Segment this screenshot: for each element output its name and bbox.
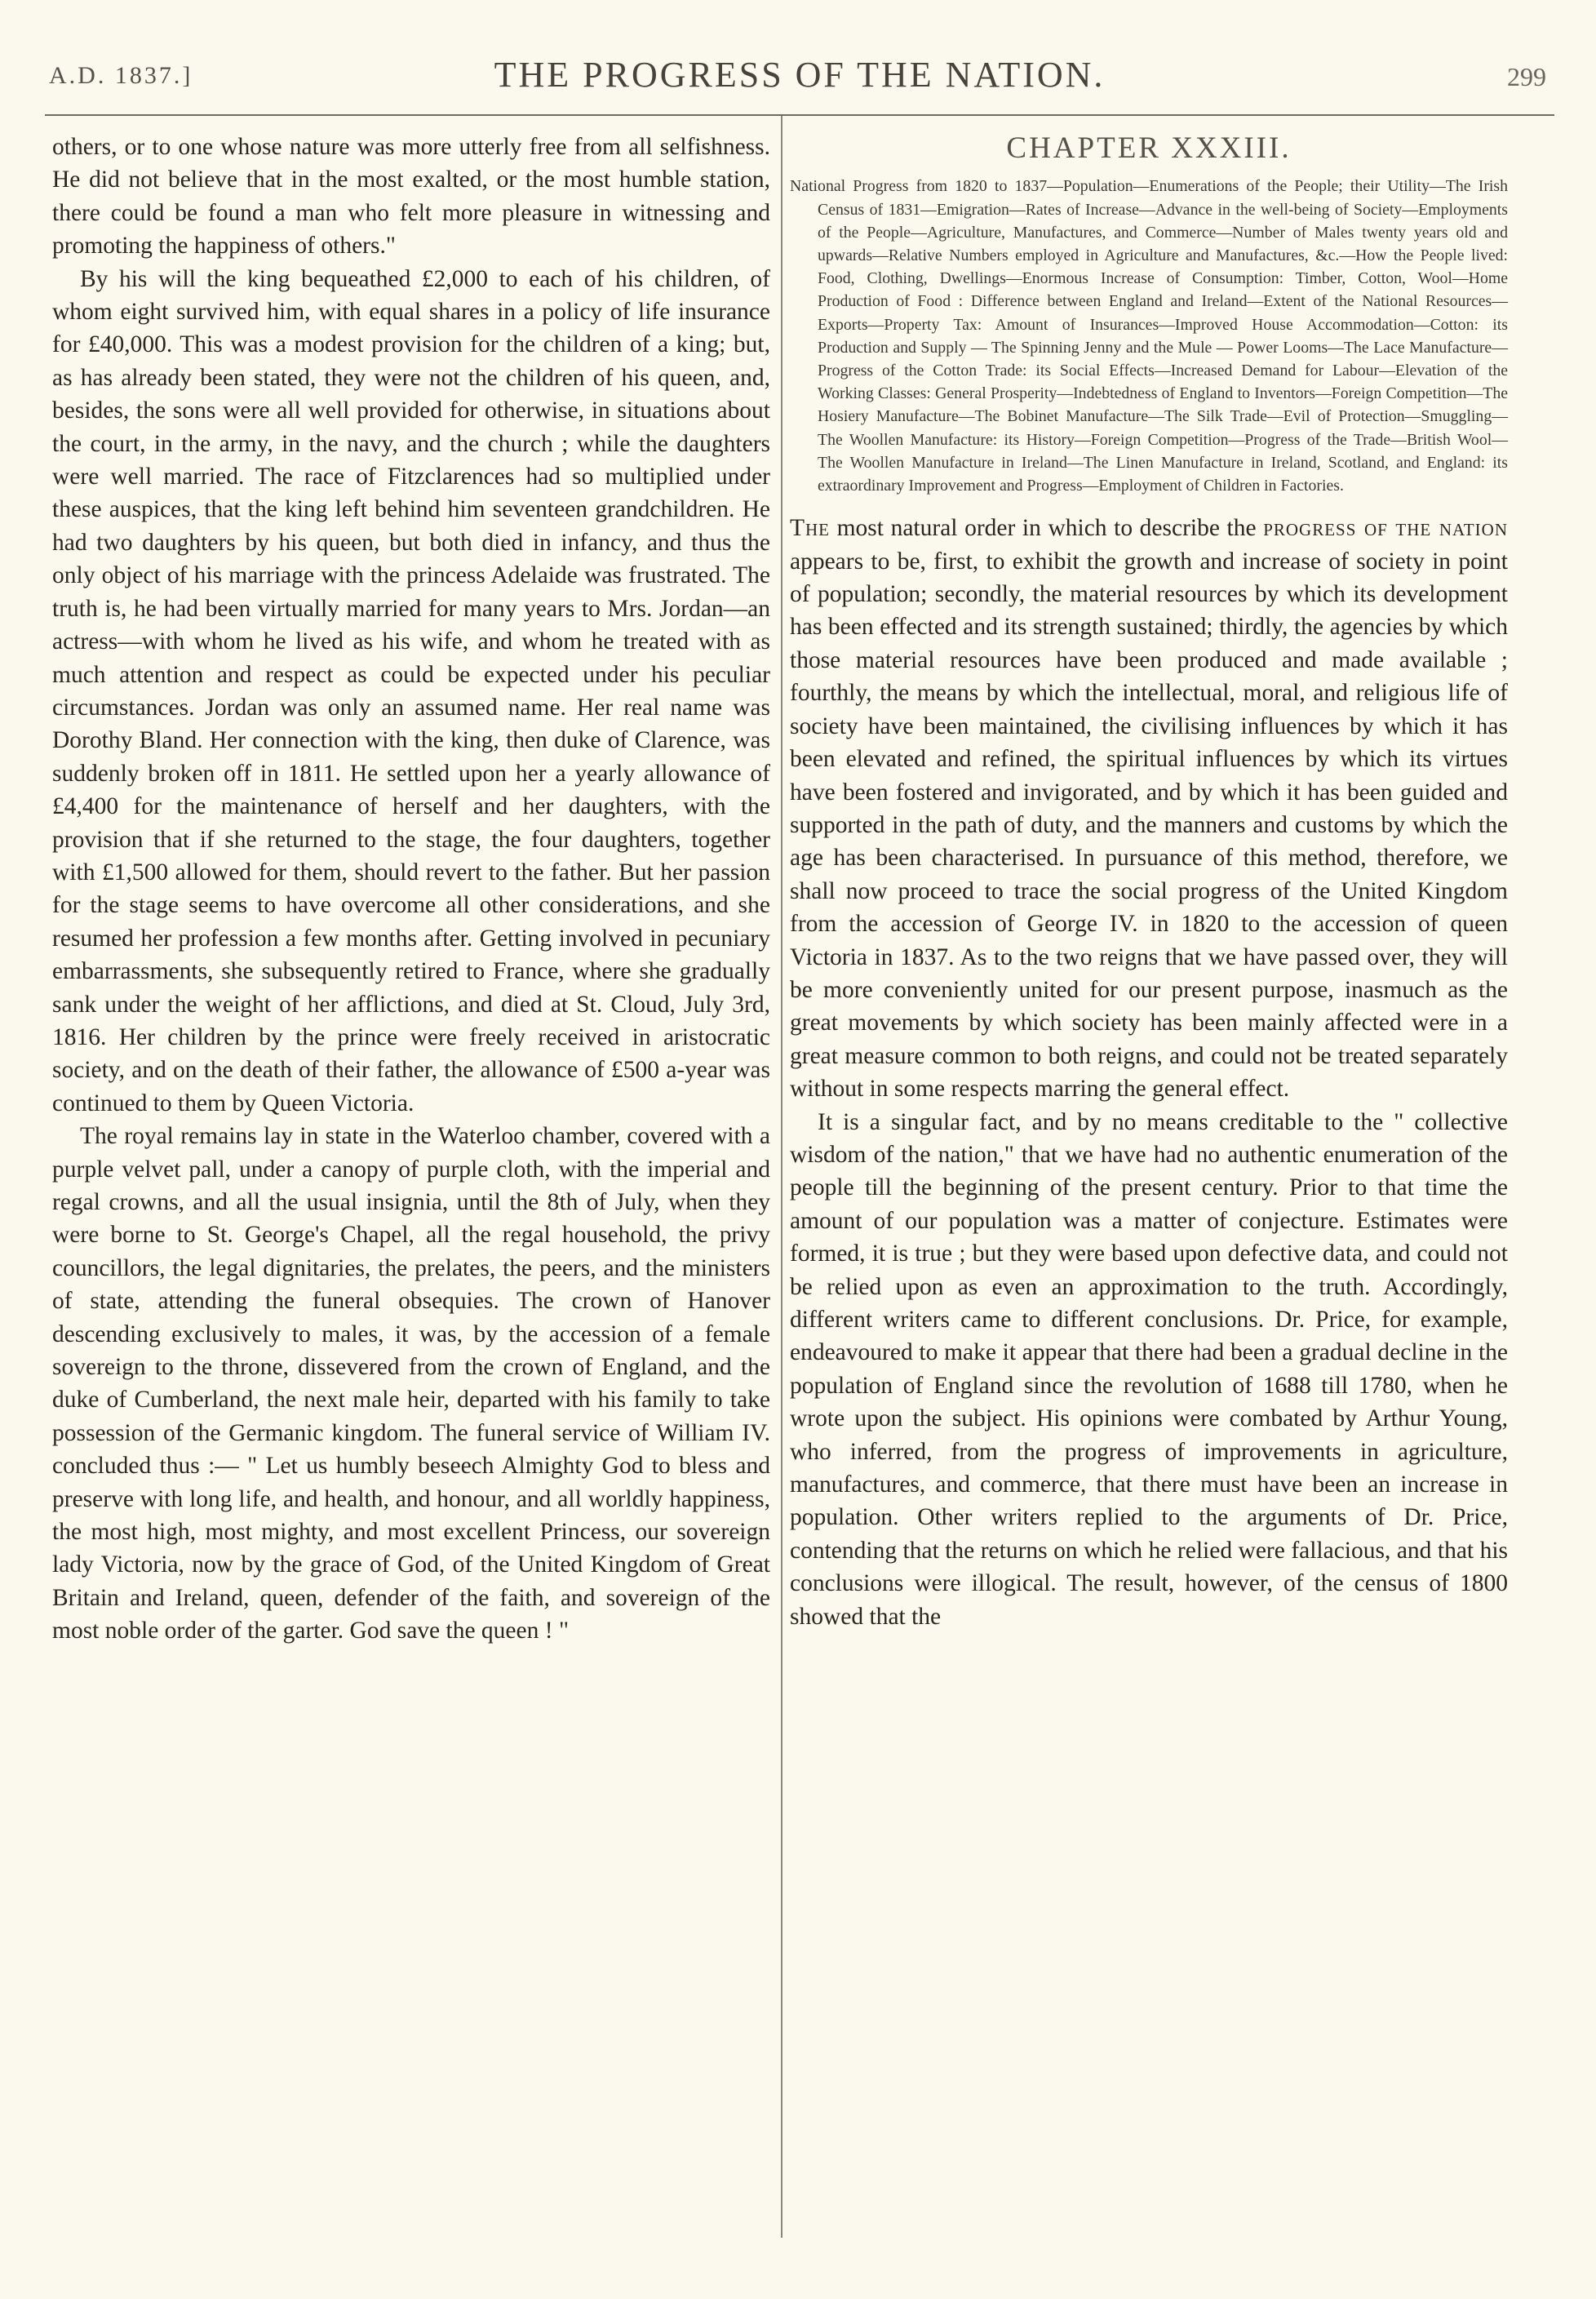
opening-smallcaps: progress of the nation: [1263, 515, 1508, 542]
left-paragraph-3: The royal remains lay in state in the Waterloo chamber, covered with a purple velvet pall, under a canopy of purple cloth, with the imperial and regal crowns, and all the usual insignia, until the 8th of July, when they were borne to St. George's Chapel, all the regal household, the privy councillors, the legal dignitaries, the prelates, the peers, and the ministers of state, attending the funeral obsequies. The crown of Hanover descending exclusively to males, it was, by the accession of a female sovereign to the throne, dissevered from the crown of England, and the duke of Cumberland, the next male heir, departed with his family to take possession of the Germanic kingdom. The funeral service of William IV. concluded thus :— " Let us humbly beseech Almighty God to bless and preserve with long life, and health, and honour, and all worldly happiness, the most high, most mighty, and most excellent Princess, our sovereign lady Victoria, now by the grace of God, of the United Kingdom of Great Britain and Ireland, queen, defender of the faith, and sovereign of the most noble order of the garter. God save the queen ! ": [52, 1123, 770, 1644]
paragraph-1-rest: appears to be, first, to exhibit the growth and increase of society in point of population; secondly, the material resources by which its development has been effected and its strength sustained; thirdly, the agencies by which those material resources have been produced and made available ; fourthly, the means by which the intellectual, moral, and religious life of society have been maintained, the civilising influences by which it has been elevated and refined, the spiritual influences by which its virtues have been fostered and invigorated, and by which it has been guided and supported in the path of duty, and the manners and customs by which the age has been characterised. In pursuance of this method, therefore, we shall now proceed to trace the social progress of the United Kingdom from the accession of George IV. in 1820 to the accession of queen Victoria in 1837. As to the two reigns that we have passed over, they will be more conveniently united for our present purpose, inasmuch as the great movements by which society has been mainly affected were in a great measure common to both reigns, and could not be treated separately without in some respects marring the general effect.: [790, 548, 1508, 1103]
left-paragraph-1: others, or to one whose nature was more utterly free from all selfishness. He did not believe that in the most exalted, or the most humble station, there could be found a man who felt more pleasure in witnessing and promoting the happiness of others.": [52, 134, 770, 260]
opening-text: most natural order in which to describe the: [830, 515, 1264, 542]
opening-lead: The: [790, 515, 831, 542]
right-paragraph-1: [790, 512, 1508, 1105]
header-title: THE PROGRESS OF THE NATION.: [494, 55, 1106, 95]
header-rule: [45, 114, 1554, 116]
running-header: [45, 47, 1554, 104]
left-paragraph-2: By his will the king bequeathed £2,000 to each of his children, of whom eight survived him, with equal shares in a policy of life insurance for £40,000. This was a modest provision for the children of a king; but, as has already been stated, they were not the children of his queen, and, besides, the sons were all well provided for otherwise, in situations about the court, in the army, in the navy, and the church ; while the daughters were well married. The race of Fitzclarences had so multiplied under these auspices, that the king left behind him seventeen grandchildren. He had two daughters by his queen, but both died in infancy, and thus the only object of his marriage with the princess Adelaide was frustrated. The truth is, he had been virtually married for many years to Mrs. Jordan—an actress—with whom he lived as his wife, and whom he treated with as much attention and respect as could be expected under his peculiar circumstances. Jordan was only an assumed name. Her real name was Dorothy Bland. Her connection with the king, then duke of Clarence, was suddenly broken off in 1811. He settled upon her a yearly allowance of £4,400 for the maintenance of herself and her daughters, with the provision that if she returned to the stage, the four daughters, together with £1,500 allowed for them, should revert to the father. But her passion for the stage seems to have overcome all other considerations, and she resumed her profession a few months after. Getting involved in pecuniary embarrassments, she subsequently retired to France, where she gradually sank under the weight of her afflictions, and died at St. Cloud, July 3rd, 1816. Her children by the prince were freely received in aristocratic society, and on the death of their father, the allowance of £500 a-year was continued to them by Queen Victoria.: [52, 265, 770, 1116]
chapter-title: CHAPTER XXXIII.: [1006, 131, 1292, 165]
header-date: A.D. 1837.]: [49, 62, 193, 89]
page-number: 299: [1507, 62, 1546, 91]
right-paragraph-2: It is a singular fact, and by no means creditable to the " collective wisdom of the nation," that we have had no authentic enumeration of the people till the beginning of the present century. Prior to that time the amount of our population was a matter of conjecture. Estimates were formed, it is true ; but they were based upon defective data, and could not be relied upon as even an approximation to the truth. Accordingly, different writers came to different conclusions. Dr. Price, for example, endeavoured to make it appear that there had been a gradual decline in the population of England since the revolution of 1688 till 1780, when he wrote upon the subject. His opinions were combated by Arthur Young, who inferred, from the progress of improvements in agriculture, manufactures, and commerce, that there must have been an increase in population. Other writers replied to the arguments of Dr. Price, contending that the returns on which he relied were fallacious, and that his conclusions were illogical. The result, however, of the census of 1800 showed that the: [790, 1108, 1508, 1630]
column-divider: [781, 116, 782, 2238]
left-column: [52, 131, 770, 1648]
right-column: [790, 131, 1508, 1633]
chapter-summary: [790, 175, 1508, 497]
chapter-summary-text: National Progress from 1820 to 1837—Population—Enumerations of the People; their Utility—The Irish Census of 1831—Emigration—Rates of Increase—Advance in the well-being of Society—Employments of the People—Agriculture, Manufactures, and Commerce—Number of Males twenty years old and upwards—Relative Numbers employed in Agriculture and Manufactures, &c.—How the People lived: Food, Clothing, Dwellings—Enormous Increase of Consumption: Timber, Cotton, Wool—Home Production of Food : Difference between England and Ireland—Extent of the National Resources—Exports—Property Tax: Amount of Insurances—Improved House Accommodation—Cotton: its Production and Supply — The Spinning Jenny and the Mule — Power Looms—The Lace Manufacture—Progress of the Cotton Trade: its Social Effects—Increased Demand for Labour—Elevation of the Working Classes: General Prosperity—Indebtedness of England to Inventors—Foreign Competition—The Hosiery Manufacture—The Bobinet Manufacture—The Silk Trade—Evil of Protection—Smuggling—The Woollen Manufacture: its History—Foreign Competition—Progress of the Trade—British Wool—The Woollen Manufacture in Ireland—The Linen Manufacture in Ireland, Scotland, and England: its extraordinary Improvement and Progress—Employment of Children in Factories.: [790, 177, 1508, 495]
